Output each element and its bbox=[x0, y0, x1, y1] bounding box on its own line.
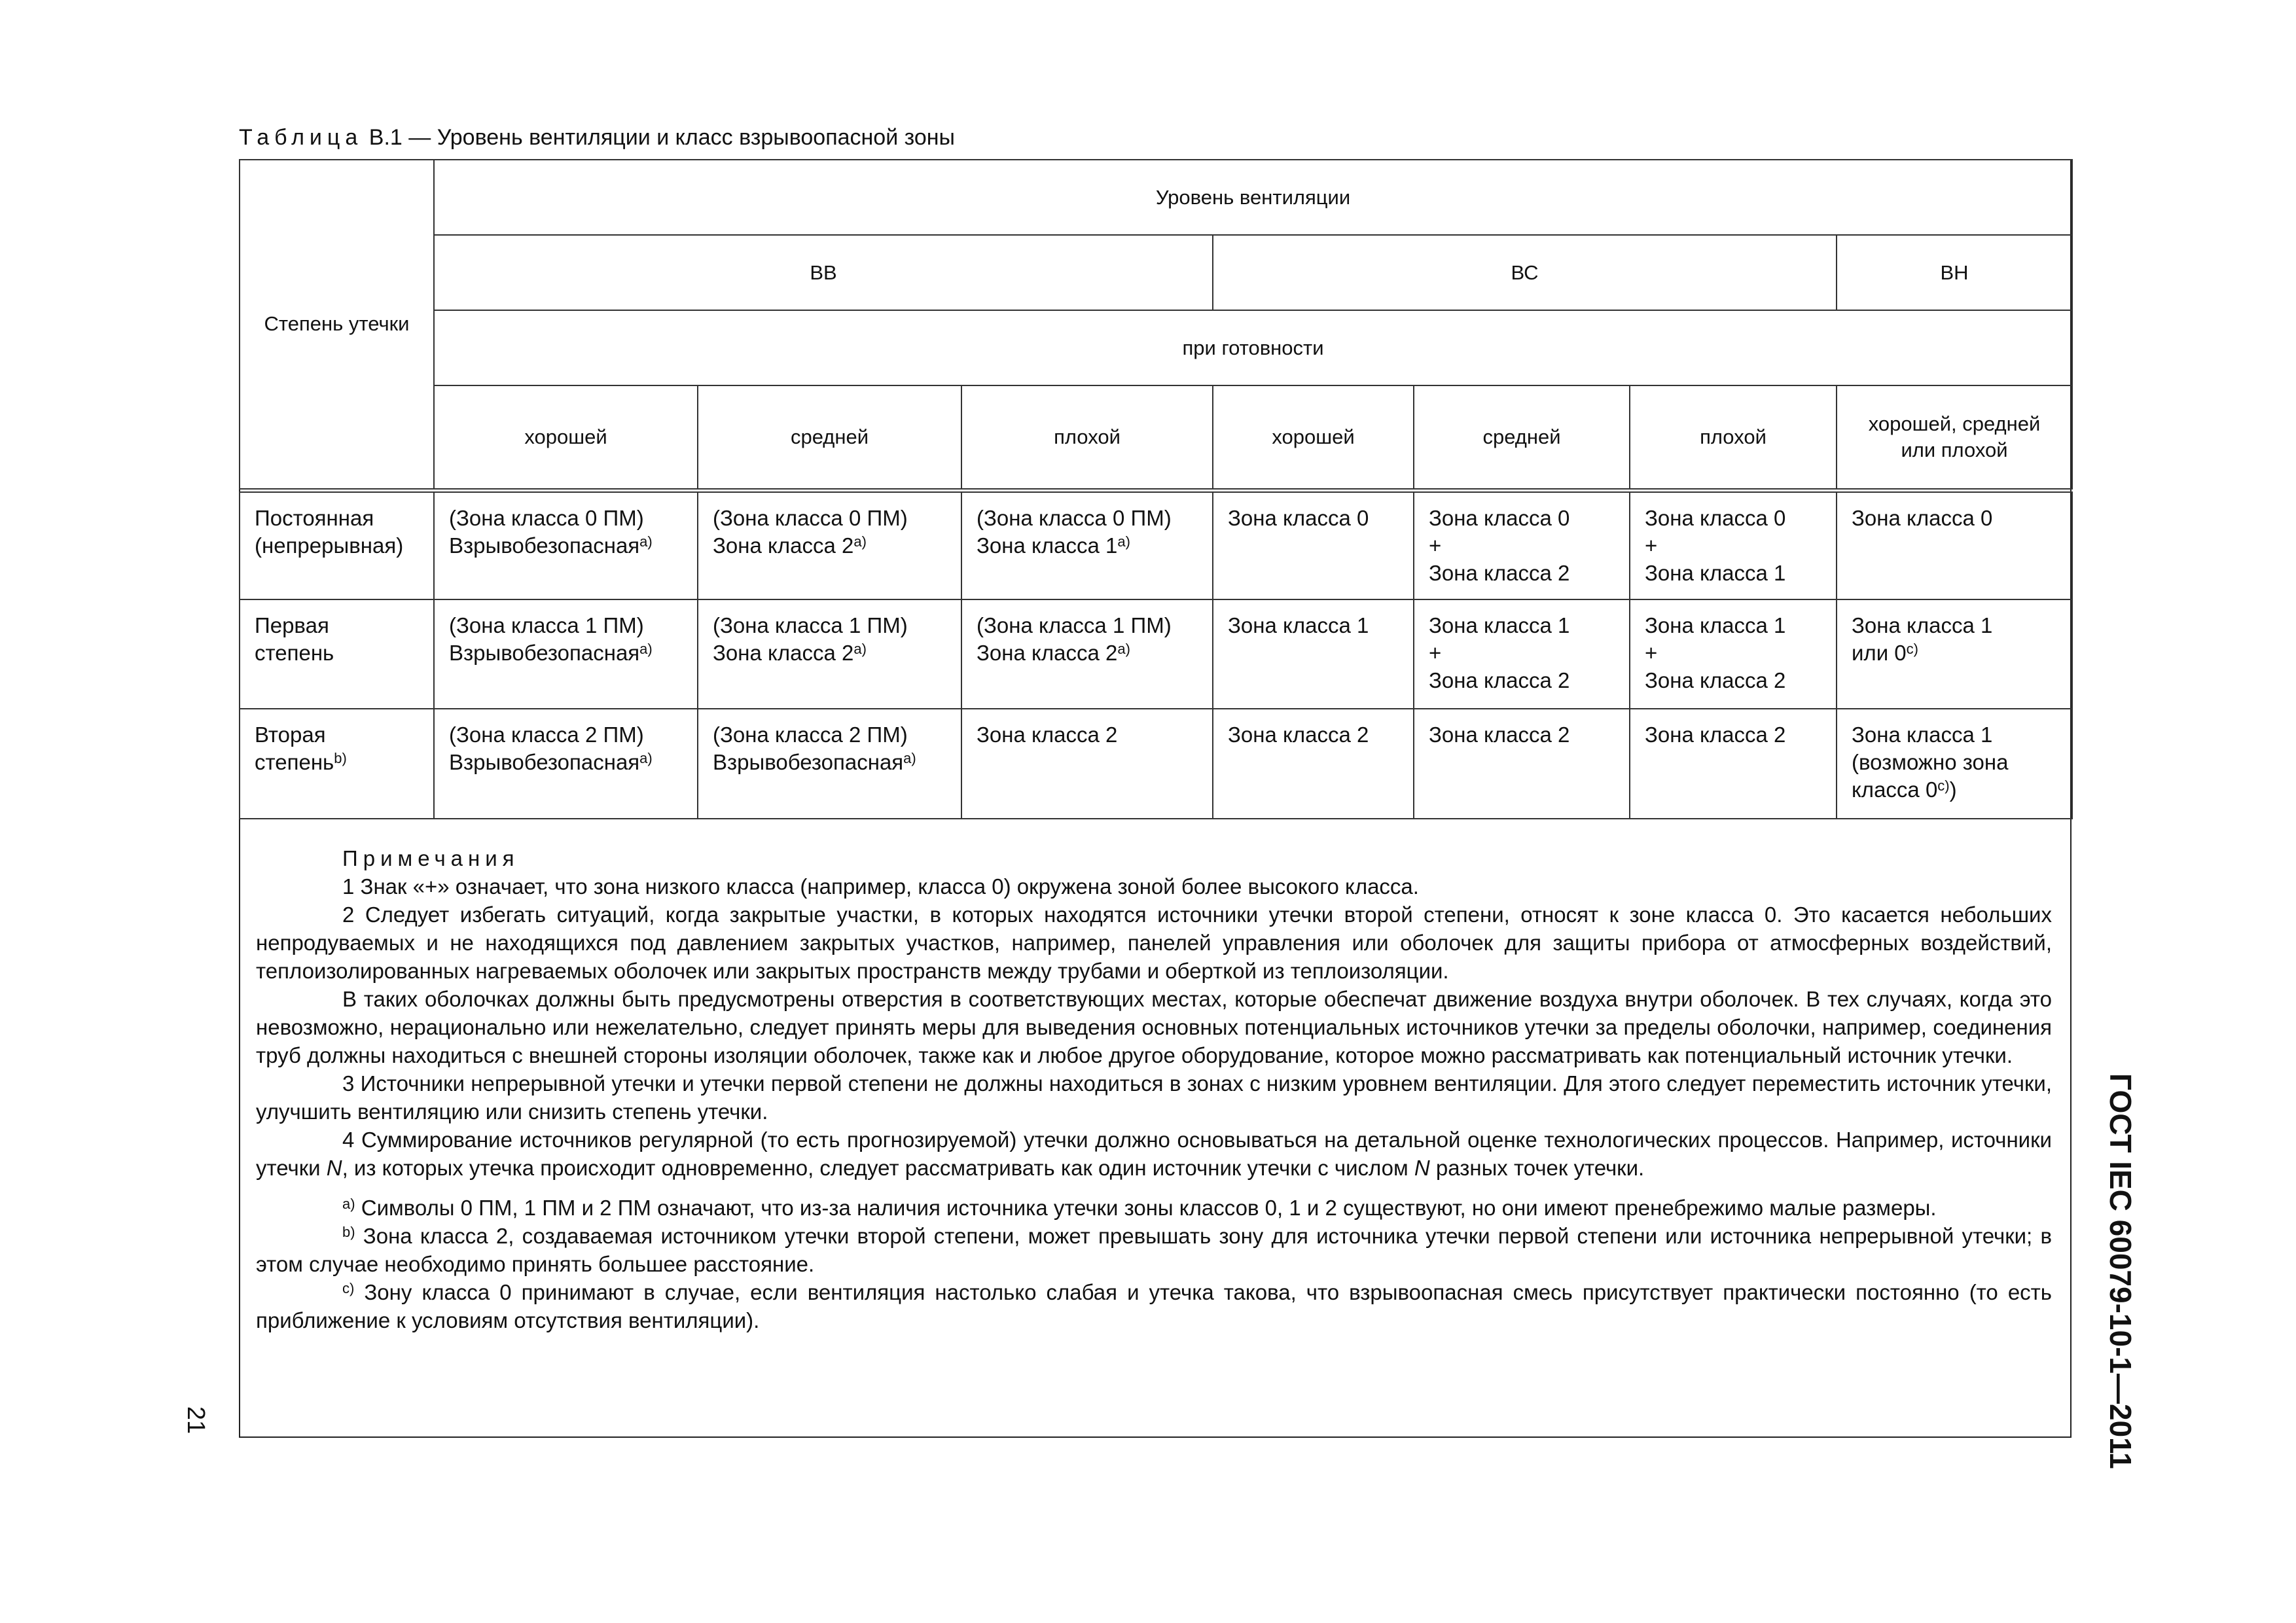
note-var: N bbox=[326, 1156, 342, 1180]
table-cell bbox=[1837, 599, 2072, 709]
cell-line: Зона класса 0 bbox=[1852, 505, 1993, 530]
row-name-cell bbox=[240, 490, 434, 599]
table-cell bbox=[1213, 709, 1414, 819]
footnote-mark: a) bbox=[853, 533, 867, 550]
cell-line: ) bbox=[1949, 777, 1957, 802]
row-name: (непрерывная) bbox=[255, 533, 404, 558]
cell-line: Зона класса 1 bbox=[977, 533, 1118, 558]
footnote-mark: b) bbox=[334, 750, 347, 766]
cell-line: Взрывобезопасная bbox=[449, 750, 640, 774]
sub-header: плохой bbox=[1630, 385, 1837, 490]
cell-line: + bbox=[1645, 641, 1658, 665]
note-item bbox=[256, 1126, 2052, 1182]
footnote-mark: a) bbox=[639, 641, 653, 657]
footnote-mark: a) bbox=[342, 1196, 355, 1212]
table-cell bbox=[698, 709, 961, 819]
cell-line: (Зона класса 1 ПМ) bbox=[977, 613, 1172, 637]
footnote-mark: c) bbox=[1937, 777, 1950, 794]
ventilation-table bbox=[239, 159, 2073, 819]
row-name: степень bbox=[255, 641, 334, 665]
table-cell bbox=[434, 709, 698, 819]
footnote-mark: a) bbox=[903, 750, 916, 766]
footnote-mark: a) bbox=[1117, 641, 1130, 657]
sub-header: плохой bbox=[961, 385, 1213, 490]
footnote-text: Символы 0 ПМ, 1 ПМ и 2 ПМ означают, что из-за наличия источника утечки зоны классов 0, 1 и 2 существуют, но они имеют пренебрежимо малые размеры. bbox=[355, 1196, 1937, 1220]
sub-header-line: хорошей, средней bbox=[1868, 412, 2041, 435]
footnote-text: Зона класса 2, создаваемая источником утечки второй степени, может превышать зону для источника утечки первой степени или источника непрерывной утечки; в этом случае необходимо принять большее расстояние. bbox=[256, 1224, 2052, 1276]
note-text: , из которых утечка происходит одновременно, следует рассматривать как один источник утечки с числом bbox=[342, 1156, 1414, 1180]
table-row bbox=[240, 599, 2072, 709]
level-header: Уровень вентиляции bbox=[1155, 185, 1351, 209]
table-cell bbox=[434, 490, 698, 599]
cell-line: Зона класса 2 bbox=[1228, 722, 1369, 747]
row-name-cell bbox=[240, 599, 434, 709]
cell-line: Зона класса 2 bbox=[977, 641, 1118, 665]
sub-header-line: или плохой bbox=[1901, 438, 2008, 461]
table-cell bbox=[1837, 490, 2072, 599]
sub-header: средней bbox=[698, 385, 961, 490]
note-item: 2 Следует избегать ситуаций, когда закрытые участки, в которых находятся источники утечки второй степени, относят к зоне класса 0. Это касается небольших непродуваемых и не находящихся под давлением закрытых участков, например, панелей управления или оболочек для защиты прибора от атмосферных воздействий, теплоизолированных нагреваемых оболочек или закрытых пространств между трубами и оберткой из теплоизоляции. bbox=[256, 902, 2052, 983]
table-cell bbox=[1213, 490, 1414, 599]
caption-label: Таблица bbox=[239, 125, 363, 150]
footnote-mark: b) bbox=[342, 1224, 355, 1240]
cell-line: (Зона класса 2 ПМ) bbox=[449, 722, 644, 747]
footnote-mark: a) bbox=[1117, 533, 1130, 550]
cell-line: Зона класса 2 bbox=[1429, 560, 1570, 585]
table-cell bbox=[1213, 599, 1414, 709]
cell-line: Взрывобезопасная bbox=[449, 641, 640, 665]
cell-line: (Зона класса 0 ПМ) bbox=[977, 505, 1172, 530]
table-cell bbox=[961, 599, 1213, 709]
notes-title: Примечания bbox=[342, 846, 520, 870]
sub-header-multi bbox=[1837, 385, 2072, 490]
cell-line: Зона класса 2 bbox=[713, 533, 854, 558]
cell-line: Зона класса 2 bbox=[1645, 722, 1786, 747]
availability-header: при готовности bbox=[434, 310, 2072, 385]
note-item: В таких оболочках должны быть предусмотрены отверстия в соответствующих местах, которые обеспечат движение воздуха внутри оболочек. В тех случаях, когда это невозможно, нерационально или нежелательно, следует принять меры для выведения основных потенциальных источников утечки за пределы оболочки, например, соединения труб должны находиться с внешней стороны изоляции оболочек, также как и любое другое оборудование, которое можно рассматривать как потенциальный источник утечки. bbox=[256, 987, 2052, 1067]
group-header: ВН bbox=[1837, 235, 2072, 310]
cell-line: Зона класса 0 bbox=[1429, 505, 1570, 530]
footnote-mark: a) bbox=[639, 750, 653, 766]
table-cell bbox=[1630, 599, 1837, 709]
cell-line: Зона класса 1 bbox=[1852, 613, 1993, 637]
cell-line: Зона класса 2 bbox=[1645, 668, 1786, 692]
cell-line: Зона класса 1 bbox=[1645, 613, 1786, 637]
table-cell bbox=[961, 709, 1213, 819]
table-row bbox=[240, 490, 2072, 599]
footnote-mark: a) bbox=[639, 533, 653, 550]
cell-line: (Зона класса 2 ПМ) bbox=[713, 722, 908, 747]
sub-header: средней bbox=[1414, 385, 1630, 490]
cell-line: Взрывобезопасная bbox=[713, 750, 904, 774]
cell-line: Зона класса 1 bbox=[1645, 560, 1786, 585]
cell-line: Зона класса 0 bbox=[1228, 505, 1369, 530]
cell-line: Зона класса 1 bbox=[1852, 722, 1993, 747]
footnote-text: Зону класса 0 принимают в случае, если вентиляция настолько слабая и утечка такова, что взрывоопасная смесь присутствует практически постоянно (то есть приближение к условиям отсутствия вентиляции). bbox=[256, 1280, 2052, 1332]
footnote bbox=[256, 1194, 2052, 1222]
notes-section bbox=[239, 844, 2072, 1334]
table-cell bbox=[1630, 490, 1837, 599]
sub-header: хорошей bbox=[434, 385, 698, 490]
table-cell bbox=[1414, 709, 1630, 819]
caption-text: В.1 — Уровень вентиляции и класс взрывоопасной зоны bbox=[368, 125, 955, 150]
cell-line: + bbox=[1645, 533, 1658, 558]
standard-side-title: ГОСТ IEC 60079-10-1—2011 bbox=[2104, 1073, 2138, 1469]
note-text: разных точек утечки. bbox=[1429, 1156, 1645, 1180]
row-header: Степень утечки bbox=[264, 312, 410, 336]
group-header: ВВ bbox=[434, 235, 1213, 310]
page-number: 21 bbox=[182, 1406, 210, 1435]
group-header: ВС bbox=[1213, 235, 1837, 310]
table-cell bbox=[698, 599, 961, 709]
cell-line: Зона класса 1 bbox=[1228, 613, 1369, 637]
table-cell bbox=[698, 490, 961, 599]
cell-line: Зона класса 1 bbox=[1429, 613, 1570, 637]
cell-line: (Зона класса 0 ПМ) bbox=[449, 505, 644, 530]
footnote-mark: c) bbox=[342, 1280, 355, 1296]
table-cell bbox=[1630, 709, 1837, 819]
table-caption bbox=[239, 124, 955, 151]
table-cell bbox=[434, 599, 698, 709]
row-name: Вторая bbox=[255, 722, 326, 747]
cell-line: (Зона класса 1 ПМ) bbox=[713, 613, 908, 637]
cell-line: или 0 bbox=[1852, 641, 1907, 665]
row-name: степень bbox=[255, 750, 334, 774]
row-name-cell bbox=[240, 709, 434, 819]
cell-line: (Зона класса 1 ПМ) bbox=[449, 613, 644, 637]
cell-line: класса 0 bbox=[1852, 777, 1938, 802]
table-cell bbox=[1837, 709, 2072, 819]
table-cell bbox=[961, 490, 1213, 599]
note-item: 1 Знак «+» означает, что зона низкого класса (например, класса 0) окружена зоной более высокого класса. bbox=[342, 874, 1419, 899]
cell-line: + bbox=[1429, 533, 1442, 558]
cell-line: Зона класса 2 bbox=[1429, 722, 1570, 747]
cell-line: Зона класса 2 bbox=[1429, 668, 1570, 692]
note-text: 4 Суммирование источников регулярной (то есть прогнозируемой) утечки должно основываться на детальной оценке технологических процессов. Например, источники утечки bbox=[256, 1128, 2052, 1180]
footnote-mark: a) bbox=[853, 641, 867, 657]
sub-header: хорошей bbox=[1213, 385, 1414, 490]
cell-line: + bbox=[1429, 641, 1442, 665]
footnote-mark: c) bbox=[1906, 641, 1918, 657]
row-name: Постоянная bbox=[255, 505, 374, 530]
cell-line: (возможно зона bbox=[1852, 750, 2009, 774]
cell-line: Зона класса 2 bbox=[713, 641, 854, 665]
table-cell bbox=[1414, 490, 1630, 599]
table-row bbox=[240, 709, 2072, 819]
note-var: N bbox=[1414, 1156, 1430, 1180]
cell-line: Зона класса 0 bbox=[1645, 505, 1786, 530]
row-header-cell bbox=[240, 160, 434, 490]
row-name: Первая bbox=[255, 613, 329, 637]
footnote bbox=[256, 1222, 2052, 1278]
cell-line: Зона класса 2 bbox=[977, 722, 1118, 747]
note-item: 3 Источники непрерывной утечки и утечки первой степени не должны находиться в зонах с низким уровнем вентиляции. Для этого следует переместить источник утечки, улучшить вентиляцию или снизить степень утечки. bbox=[256, 1071, 2052, 1124]
cell-line: Взрывобезопасная bbox=[449, 533, 640, 558]
cell-line: (Зона класса 0 ПМ) bbox=[713, 505, 908, 530]
footnote bbox=[256, 1278, 2052, 1334]
level-header-cell bbox=[434, 160, 2072, 235]
table-cell bbox=[1414, 599, 1630, 709]
